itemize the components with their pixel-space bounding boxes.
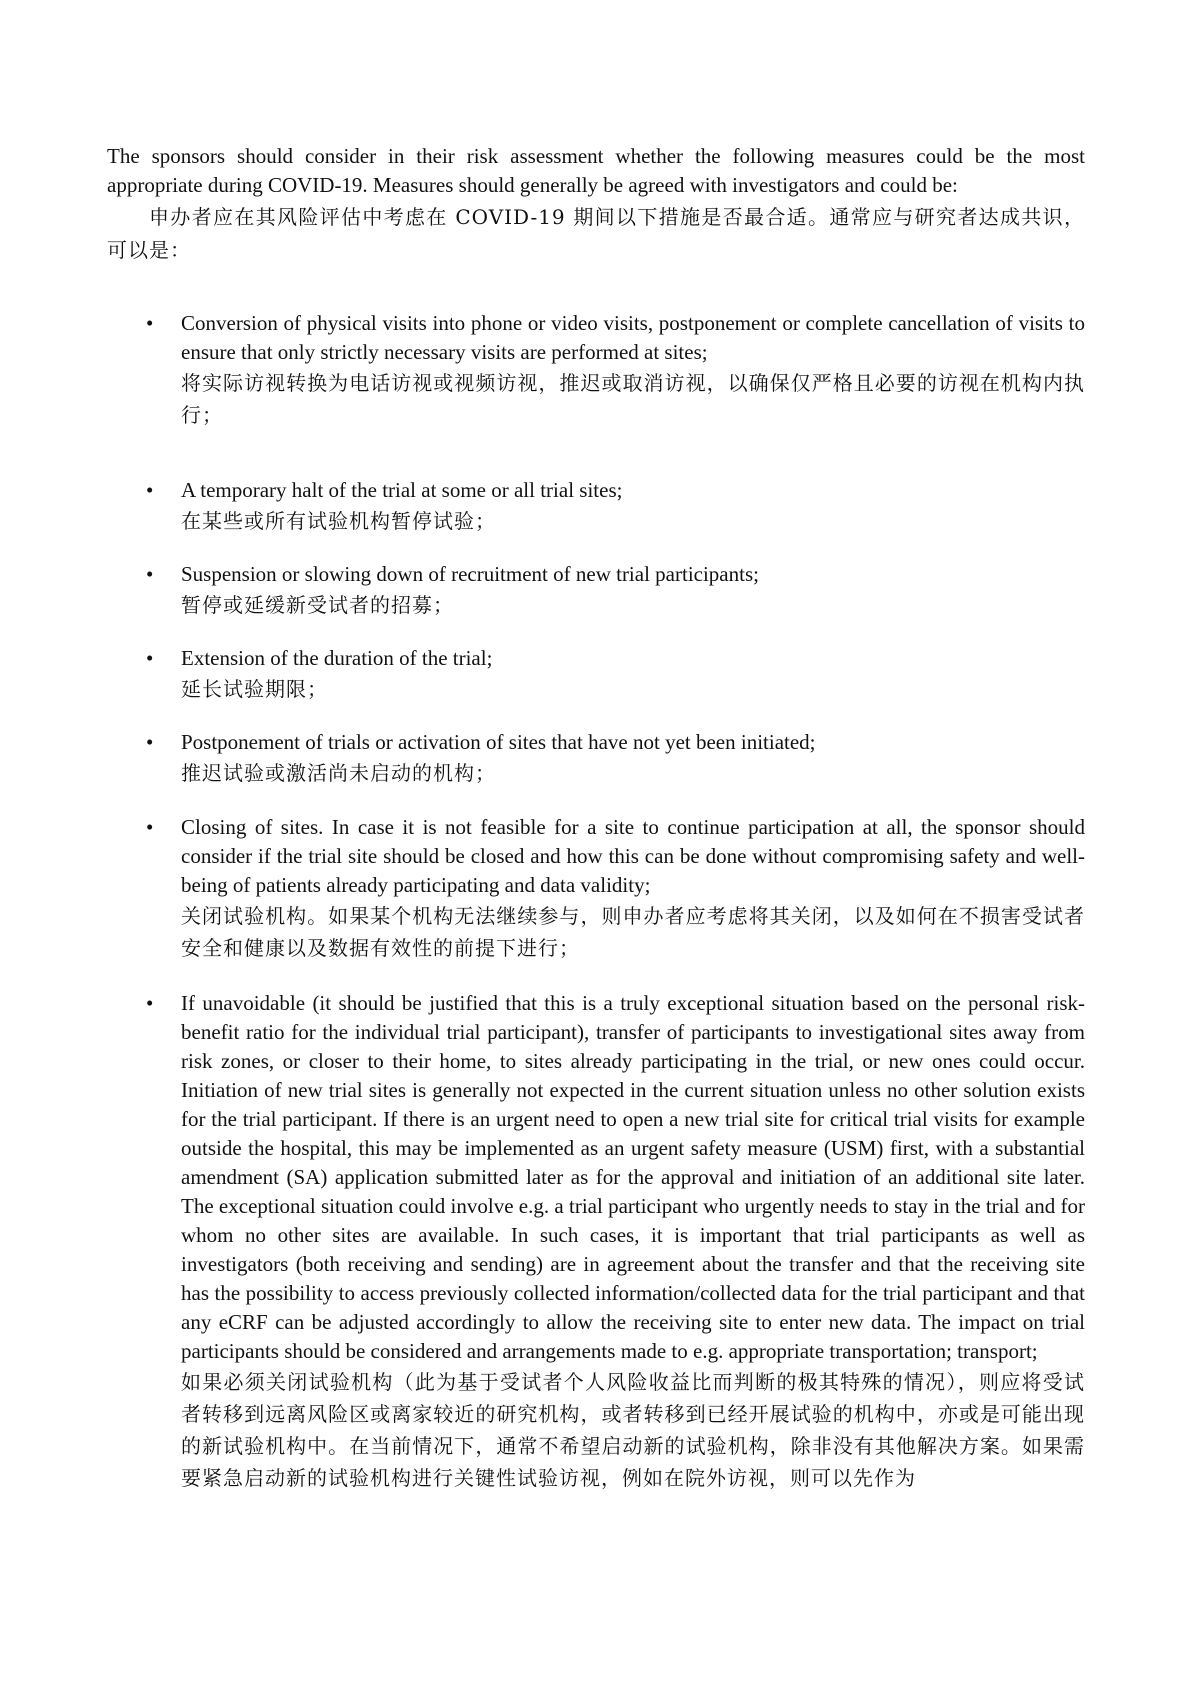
list-item-text-zh: 推迟试验或激活尚未启动的机构； [181, 761, 496, 785]
list-item-suspend-recruitment [107, 560, 1085, 621]
document-page [107, 142, 1085, 1494]
bullet-icon: • [146, 478, 154, 502]
list-item-text-zh: 延长试验期限； [181, 677, 328, 701]
list-item-text-zh: 将实际访视转换为电话访视或视频访视，推迟或取消访视，以确保仅严格且必要的访视在机构内执行； [181, 371, 1085, 427]
list-item-text-en: If unavoidable (it should be justified that this is a truly exceptional situation based on the personal risk-benefit ratio for the individual trial participant), transfer of participants to investigational sites away from risk zones, or closer to their home, to sites already participating in the trial, or new ones could occur. Initiation of new trial sites is generally not expected in the current situation unless no other solution exists for the trial participant. If there is an urgent need to open a new trial site for critical trial visits for example outside the hospital, this may be implemented as an urgent safety measure (USM) first, with a substantial amendment (SA) application submitted later as for the approval and initiation of an additional site later. The exceptional situation could involve e.g. a trial participant who urgently needs to stay in the trial and for whom no other sites are available. In such cases, it is important that trial participants as well as investigators (both receiving and sending) are in agreement about the transfer and that the receiving site has the possibility to access previously collected information/collected data for the trial participant and that any eCRF can be adjusted accordingly to allow the receiving site to enter new data. The impact on trial participants should be considered and arrangements made to e.g. appropriate transportation; transport; [181, 991, 1085, 1363]
list-item-text-en: Closing of sites. In case it is not feasible for a site to continue participation at all, the sponsor should consider if the trial site should be closed and how this can be done without compromising safety and well-being of patients already participating and data validity; [181, 815, 1085, 897]
list-item-phone-video-visits [107, 309, 1085, 431]
measures-list [107, 309, 1085, 1494]
list-item-transfer-participants [107, 989, 1085, 1494]
list-item-temporary-halt [107, 476, 1085, 537]
list-item-text-zh: 如果必须关闭试验机构（此为基于受试者个人风险收益比而判断的极其特殊的情况），则应将受试者转移到远离风险区或离家较近的研究机构，或者转移到已经开展试验的机构中，亦或是可能出现的新试验机构中。在当前情况下，通常不希望启动新的试验机构，除非没有其他解决方案。如果需要紧急启动新的试验机构进行关键性试验访视，例如在院外访视，则可以先作为 [181, 1370, 1085, 1490]
bullet-icon: • [146, 730, 154, 754]
bullet-icon: • [146, 646, 154, 670]
list-item-text-en: Conversion of physical visits into phone or video visits, postponement or complete cancellation of visits to ensure that only strictly necessary visits are performed at sites; [181, 311, 1085, 364]
list-item-text-en: Postponement of trials or activation of sites that have not yet been initiated; [181, 730, 816, 754]
intro-paragraph-zh: 申办者应在其风险评估中考虑在 COVID-19 期间以下措施是否最合适。通常应与研究者达成共识，可以是： [107, 205, 1085, 262]
bullet-icon: • [146, 991, 154, 1015]
list-item-text-en: Suspension or slowing down of recruitment of new trial participants; [181, 562, 759, 586]
list-item-text-en: Extension of the duration of the trial; [181, 646, 493, 670]
list-item-text-zh: 在某些或所有试验机构暂停试验； [181, 509, 496, 533]
list-item-text-zh: 关闭试验机构。如果某个机构无法继续参与，则申办者应考虑将其关闭，以及如何在不损害受试者安全和健康以及数据有效性的前提下进行； [181, 904, 1085, 960]
intro-paragraph-en: The sponsors should consider in their risk assessment whether the following measures could be the most appropriate during COVID-19. Measures should generally be agreed with investigators and could be: [107, 144, 1085, 197]
list-item-text-zh: 暂停或延缓新受试者的招募； [181, 593, 454, 617]
list-item-text-en: A temporary halt of the trial at some or all trial sites; [181, 478, 623, 502]
bullet-icon: • [146, 562, 154, 586]
bullet-icon: • [146, 815, 154, 839]
list-item-postpone-trials [107, 728, 1085, 789]
list-item-closing-sites [107, 813, 1085, 964]
list-item-extend-duration [107, 644, 1085, 705]
bullet-icon: • [146, 311, 154, 335]
